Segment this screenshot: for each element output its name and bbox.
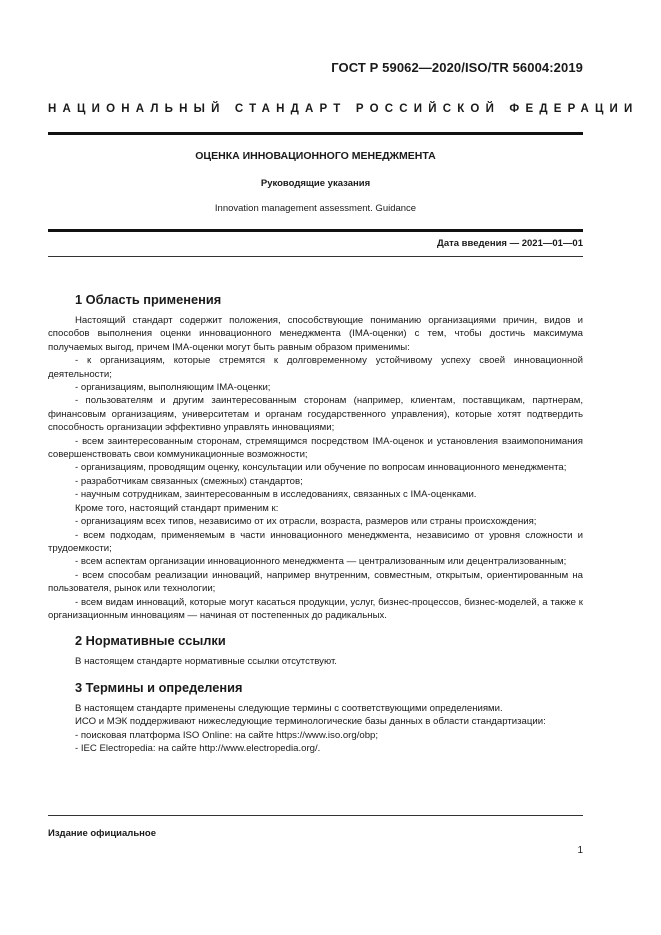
list-item: - всем способам реализации инноваций, например внутренним, совместным, открытым, ориентированным на пользователя, рынок или технологии; [48, 569, 583, 595]
section-gap [48, 622, 583, 632]
document-title: ОЦЕНКА ИННОВАЦИОННОГО МЕНЕДЖМЕНТА [195, 150, 436, 162]
national-standard-banner: НАЦИОНАЛЬНЫЙ СТАНДАРТ РОССИЙСКОЙ ФЕДЕРАЦИИ [48, 103, 639, 115]
paragraph: Кроме того, настоящий стандарт применим к: [75, 502, 279, 514]
paragraph: ИСО и МЭК поддерживают нижеследующие терминологические базы данных в области стандартизации: [75, 716, 546, 728]
paragraph: В настоящем стандарте применены следующие термины с соответствующими определениями. [75, 702, 503, 714]
section-heading-scope: 1 Область применения [75, 292, 222, 307]
section-gap [48, 669, 583, 679]
document-body [48, 291, 583, 755]
page-number: 1 [577, 845, 583, 856]
paragraph: Настоящий стандарт содержит положения, способствующие пониманию организациями причин, видов и способов выполнения оценки инновационного менеджмента (IMA-оценки) с тем, чтобы достичь максимума получаемых выгод, причем IMA-оценки могут быть равным образом применимы: [48, 315, 583, 353]
title-rule [48, 229, 583, 232]
list-item: - всем видам инноваций, которые могут касаться продукции, услуг, бизнес-процессов, бизнес-моделей, а также к организационным инновациям — начиная от постепенных до радикальных. [48, 596, 583, 621]
date-rule [48, 256, 583, 257]
section-heading-terms: 3 Термины и определения [75, 679, 243, 695]
list-item: - научным сотрудникам, заинтересованным в исследованиях, связанных с IMA-оценками. [75, 489, 477, 501]
list-item: - поисковая платформа ISO Online: на сайте https://www.iso.org/obp; [75, 729, 379, 741]
list-item: - всем аспектам организации инновационного менеджмента — централизованным или децентрализованным; [75, 556, 567, 568]
list-item: - разработчикам связанных (смежных) стандартов; [75, 475, 303, 487]
list-item: - организациям всех типов, независимо от их отрасли, возраста, размеров или страны происхождения; [75, 516, 537, 528]
paragraph: В настоящем стандарте нормативные ссылки отсутствуют. [75, 656, 337, 668]
list-item: - организациям, проводящим оценку, консультации или обучение по вопросам инновационного менеджмента; [75, 462, 567, 474]
official-edition-label: Издание официальное [48, 828, 156, 839]
section-heading-normative-references: 2 Нормативные ссылки [75, 633, 226, 649]
list-item: - к организациям, которые стремятся к долговременному устойчивому успеху своей инновационной деятельности; [48, 355, 583, 380]
standard-designation: ГОСТ Р 59062—2020/ISO/TR 56004:2019 [331, 60, 583, 75]
list-item: - IEC Electropedia: на сайте http://www.electropedia.org/. [75, 742, 321, 754]
list-item: - всем подходам, применяемым в части инновационного менеджмента, независимо от уровня сложности и трудоемкости; [48, 529, 583, 554]
footer-rule [48, 815, 583, 816]
document-subtitle: Руководящие указания [260, 178, 371, 189]
list-item: - всем заинтересованным сторонам, стремящимся посредством IMA-оценок и установления взаимопонимания совершенствовать свои коммуникационные возможности; [48, 435, 583, 461]
english-title: Innovation management assessment. Guidance [214, 203, 417, 214]
top-rule [48, 132, 583, 135]
list-item: - организациям, выполняющим IMA-оценки; [75, 382, 271, 394]
list-item: - пользователям и другим заинтересованным сторонам (например, клиентам, поставщикам, партнерам, финансовым организациям, университетам и органам государственного управления), которые хотят подтвердить способность организации эффективно управлять инновациями; [48, 395, 583, 434]
effective-date: Дата введения — 2021—01—01 [437, 238, 583, 249]
